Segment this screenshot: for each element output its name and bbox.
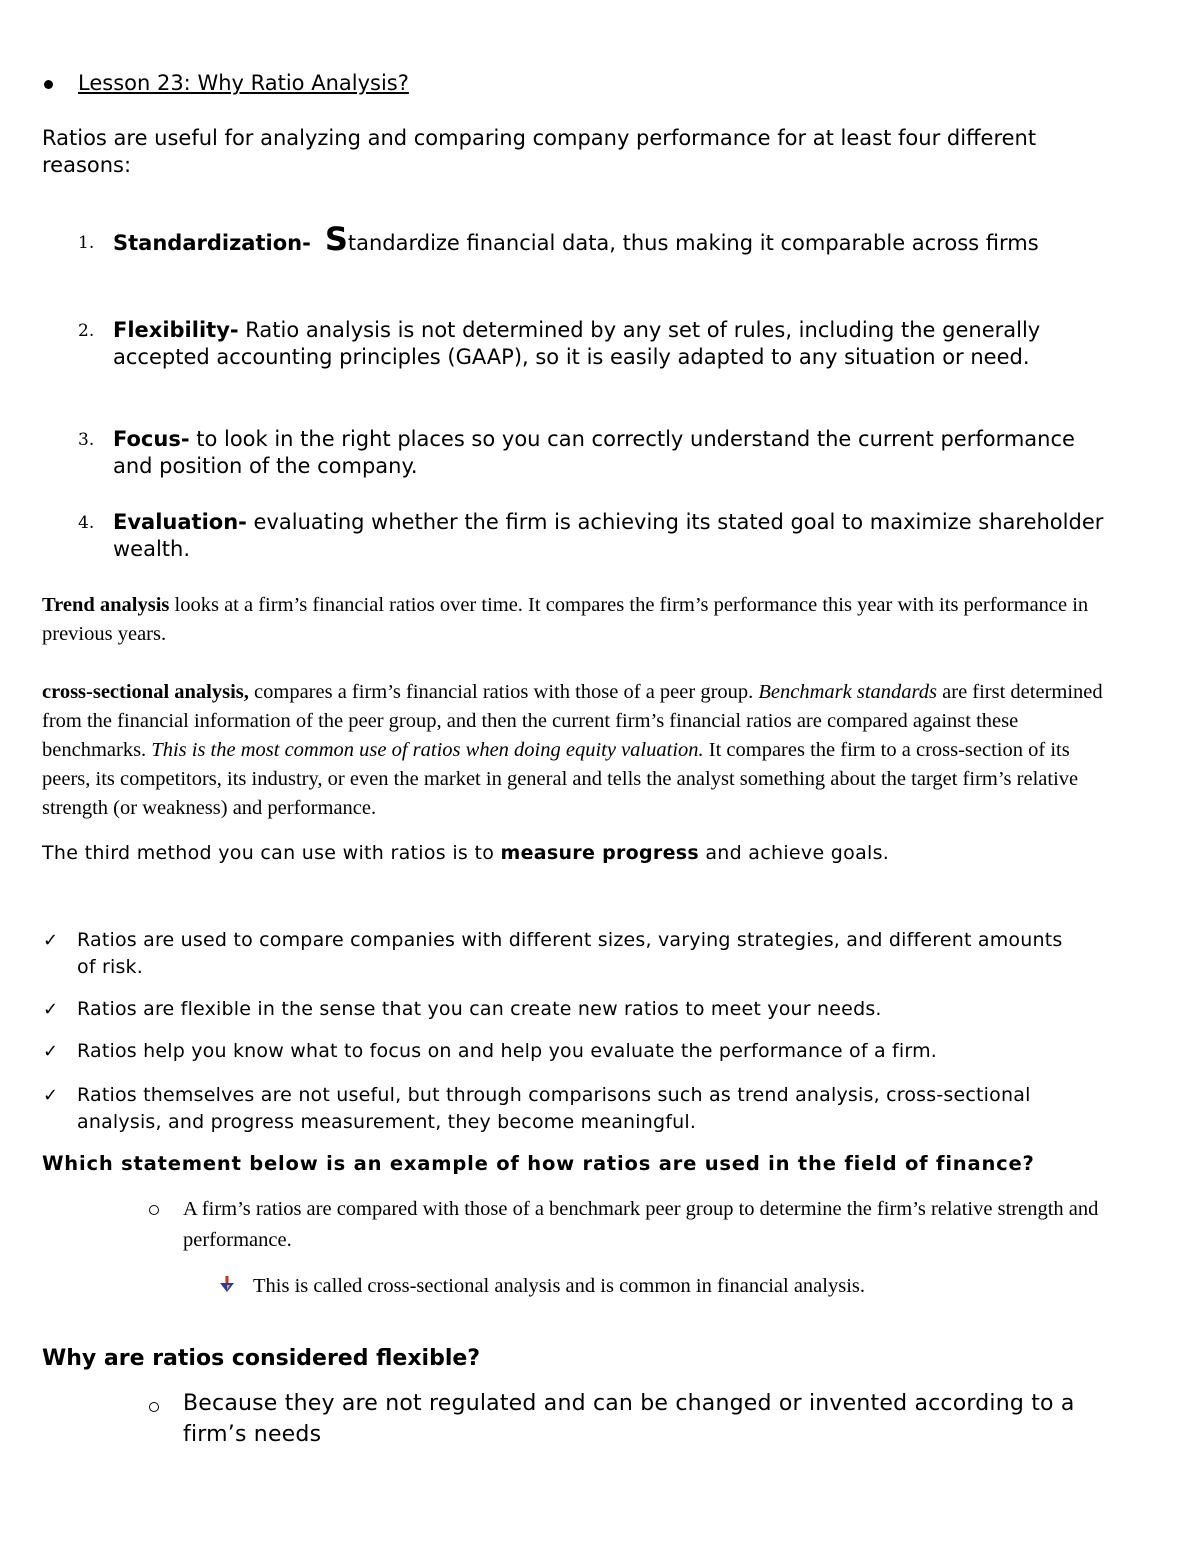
reason-term: Focus- — [113, 427, 190, 451]
question-1: Which statement below is an example of how ratios are used in the field of finance? — [42, 1152, 1035, 1175]
third-method-text: The third method you can use with ratios is to — [42, 842, 501, 864]
question-2: Why are ratios considered flexible? — [42, 1346, 481, 1371]
answer-1-explanation: This is called cross-sectional analysis and is common in financial analysis. — [253, 1275, 866, 1297]
check-mark-icon: ✓ — [43, 930, 59, 951]
checklist-item: Ratios themselves are not useful, but through comparisons such as trend analysis, cross-sectional analysis, and progress measurement, they become meaningful. — [77, 1084, 1031, 1133]
reason-text: tandardize financial data, thus making it comparable across firms — [347, 231, 1039, 255]
reason-text: evaluating whether the firm is achieving its stated goal to maximize shareholder wealth. — [113, 510, 1104, 561]
third-method-text: and achieve goals. — [698, 842, 890, 864]
cross-sectional-paragraph — [42, 678, 1122, 823]
answer-1: A firm’s ratios are compared with those of a benchmark peer group to determine the firm’s relative strength and performance. — [183, 1198, 1099, 1251]
list-number: 2. — [78, 321, 95, 341]
lesson-title: Lesson 23: Why Ratio Analysis? — [78, 71, 409, 95]
trend-text: looks at a firm’s financial ratios over time. It compares the firm’s performance this year with its performance in previous years. — [42, 594, 1089, 645]
cross-text: It compares the firm to a cross-section of its peers, its competitors, its industry, or even the market in general and tells the analyst something about the target firm’s relative strength (or weakness) and performance. — [42, 739, 1079, 819]
cross-italic: This is the most common use of ratios when doing equity valuation. — [151, 739, 704, 761]
check-mark-icon: ✓ — [43, 1041, 59, 1062]
trend-analysis-paragraph — [42, 591, 1122, 649]
cross-text: are first determined from the financial information of the peer group, and then the current firm’s financial ratios are compared against these benchmarks. — [42, 681, 1103, 761]
intro-paragraph: Ratios are useful for analyzing and comparing company performance for at least four different reasons: — [42, 126, 1037, 177]
reason-text: to look in the right places so you can correctly understand the current performance and position of the company. — [113, 427, 1075, 478]
reason-text: Ratio analysis is not determined by any set of rules, including the generally accepted accounting principles (GAAP), so it is easily adapted to any situation or need. — [113, 318, 1041, 369]
arrow-down-icon — [220, 1276, 234, 1294]
trend-term: Trend analysis — [42, 594, 170, 616]
reason-standardization — [113, 220, 1113, 258]
answer-2: Because they are not regulated and can be changed or invented according to a firm’s needs — [183, 1391, 1075, 1447]
check-mark-icon: ✓ — [43, 999, 59, 1020]
reason-focus — [113, 426, 1113, 480]
hollow-circle-icon — [149, 1402, 159, 1412]
third-method-bold: measure progress — [500, 842, 699, 864]
checklist-item: Ratios are used to compare companies with different sizes, varying strategies, and different amounts of risk. — [77, 929, 1063, 978]
reason-term: Flexibility- — [113, 318, 239, 342]
bullet-dot-icon — [44, 80, 53, 89]
list-number: 4. — [78, 513, 95, 533]
reason-term: Standardization- — [113, 231, 311, 255]
hollow-circle-icon — [149, 1205, 159, 1215]
cross-term: cross-sectional analysis, — [42, 681, 249, 703]
reason-flexibility — [113, 317, 1113, 371]
reason-evaluation — [113, 509, 1113, 563]
check-mark-icon: ✓ — [43, 1085, 59, 1106]
reason-term: Evaluation- — [113, 510, 247, 534]
cross-text: compares a firm’s financial ratios with those of a peer group. — [248, 681, 759, 703]
checklist-item: Ratios are flexible in the sense that you can create new ratios to meet your needs. — [77, 998, 882, 1020]
checklist-item: Ratios help you know what to focus on and help you evaluate the performance of a firm. — [77, 1040, 938, 1062]
cross-italic: Benchmark standards — [758, 681, 938, 703]
third-method-paragraph — [42, 840, 889, 866]
reason-initial: S — [324, 220, 348, 258]
list-number: 3. — [78, 430, 95, 450]
list-number: 1. — [78, 233, 95, 253]
